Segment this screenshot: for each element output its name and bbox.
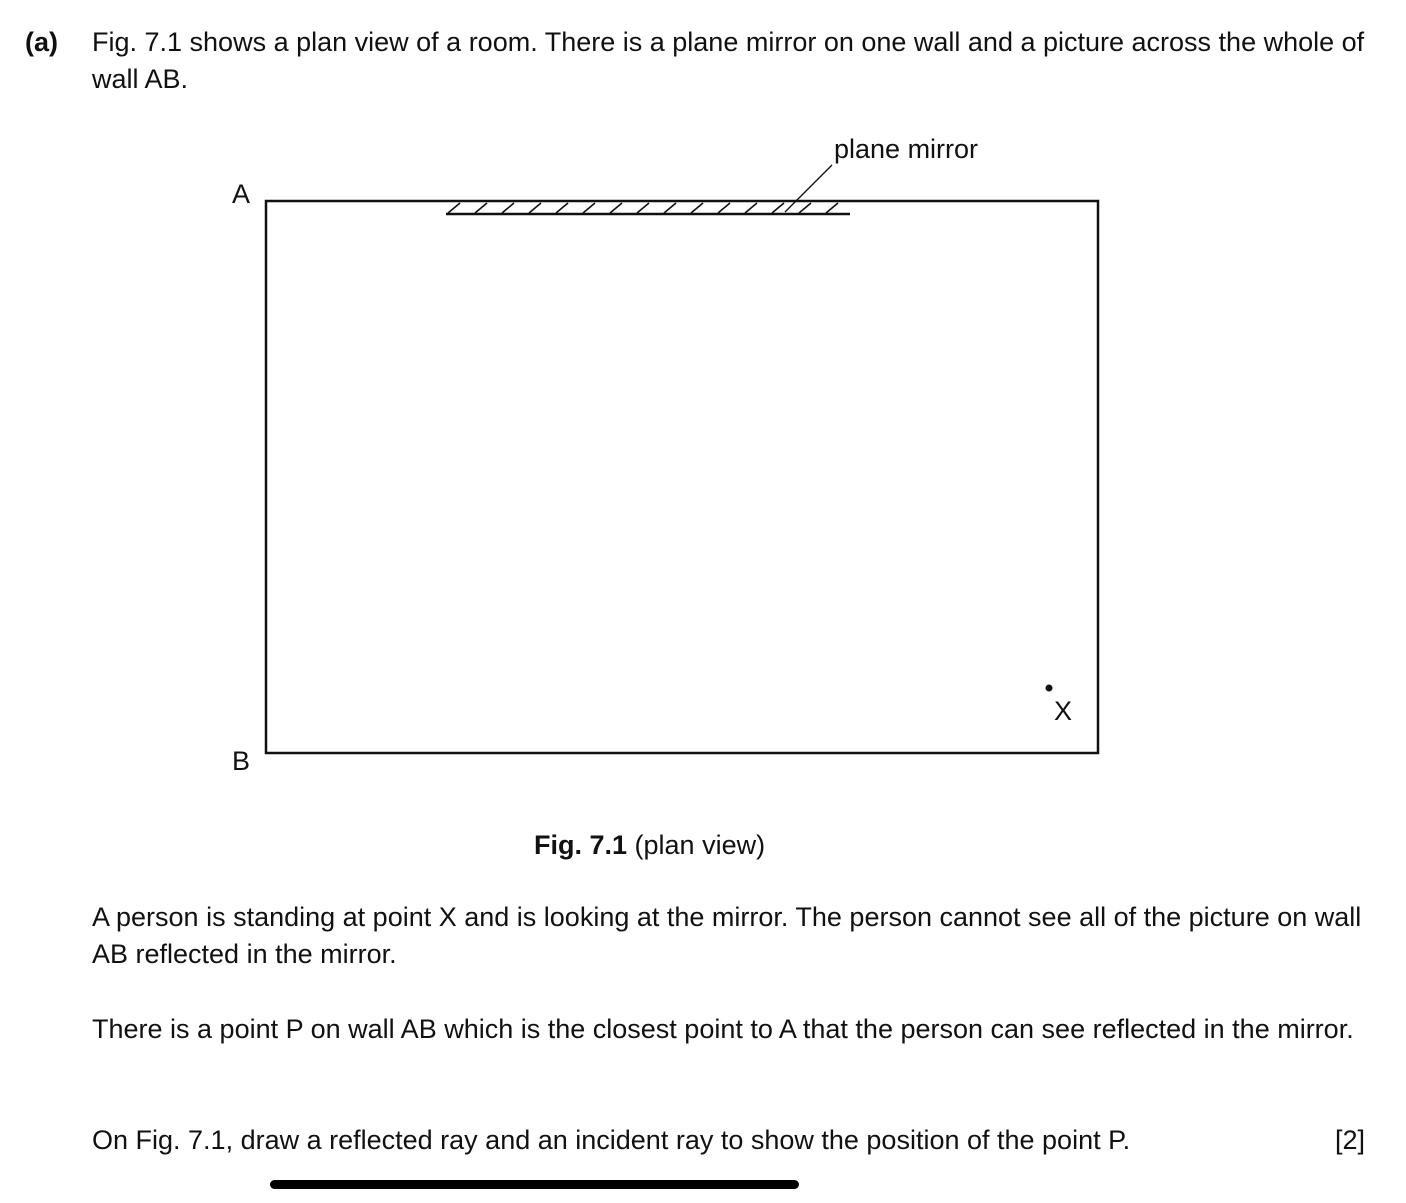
hatch-line [691, 203, 703, 213]
hatch-line [610, 203, 622, 213]
hatch-line [583, 203, 595, 213]
home-indicator[interactable] [270, 1180, 799, 1189]
hatch-line [529, 203, 541, 213]
point-x-label: X [1054, 696, 1073, 726]
corner-a-label: A [232, 179, 251, 209]
part-label: (a) [25, 27, 58, 57]
marks: [2] [1335, 1125, 1366, 1155]
instruction-text: On Fig. 7.1, draw a reflected ray and an incident ray to show the position of the point P. [92, 1125, 1131, 1155]
plane-mirror [446, 165, 850, 214]
hatch-line [718, 203, 730, 213]
point-x-dot [1046, 685, 1053, 692]
hatch-line [502, 203, 514, 213]
intro-text: Fig. 7.1 shows a plan view of a room. There is a plane mirror on one wall and a picture across the whole of wall AB. [92, 27, 1365, 94]
hatch-line [448, 203, 460, 213]
mirror-label: plane mirror [834, 134, 979, 164]
hatch-line [826, 203, 838, 213]
figure-caption: Fig. 7.1 (plan view) [534, 830, 766, 860]
paragraph-1: A person is standing at point X and is looking at the mirror. The person cannot see all of the picture on wall AB reflected in the mirror. [92, 902, 1362, 969]
corner-b-label: B [232, 746, 251, 776]
hatch-line [556, 203, 568, 213]
paragraph-2: There is a point P on wall AB which is the closest point to A that the person can see reflected in the mirror. [92, 1014, 1354, 1044]
hatch-line [475, 203, 487, 213]
hatch-line [664, 203, 676, 213]
hatch-line [799, 203, 811, 213]
hatch-line [637, 203, 649, 213]
hatch-line [772, 203, 784, 213]
hatch-line [745, 203, 757, 213]
room-outline [266, 201, 1098, 753]
